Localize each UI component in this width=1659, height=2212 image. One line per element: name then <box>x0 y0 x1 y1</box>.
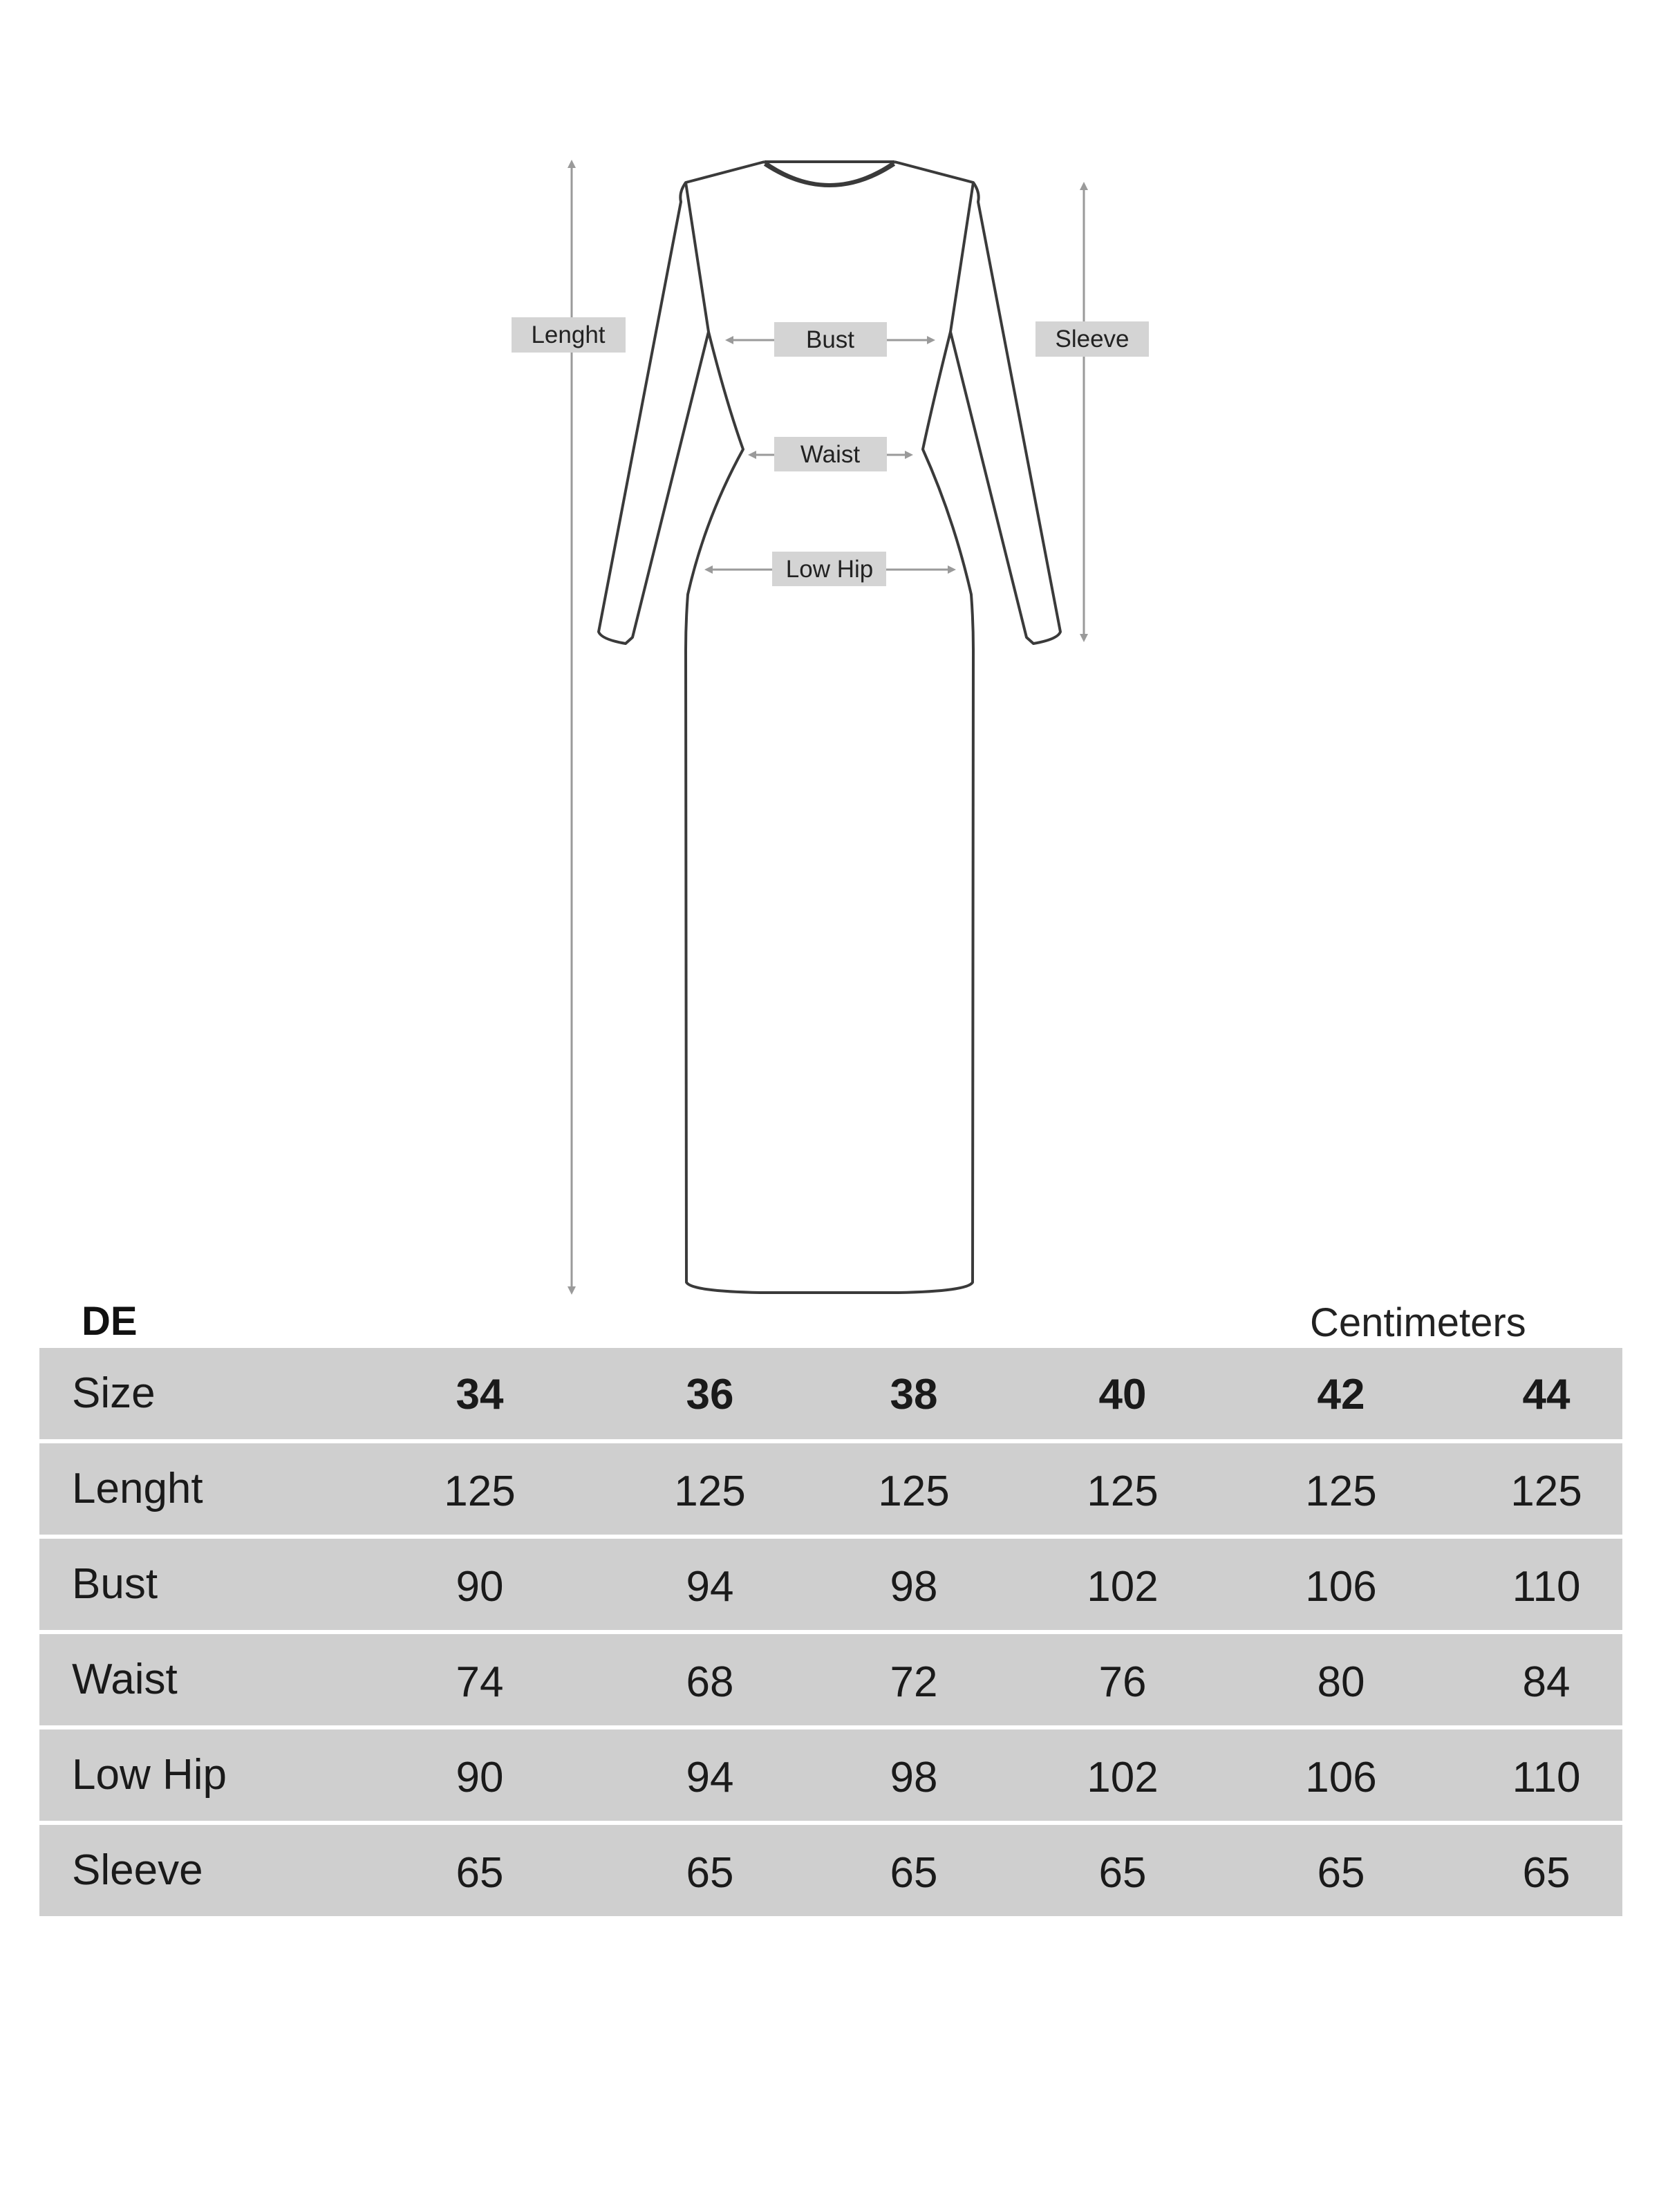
table-cell: 125 <box>1510 1468 1582 1515</box>
bust-label <box>774 322 887 357</box>
table-cell: 90 <box>456 1754 504 1801</box>
svg-text:Bust: Bust <box>805 326 855 353</box>
table-cell: 106 <box>1305 1754 1377 1801</box>
length-label <box>512 317 626 353</box>
table-cell: 76 <box>1098 1658 1147 1706</box>
table-cell: 74 <box>456 1658 504 1706</box>
size-header-cell: 34 <box>456 1371 504 1418</box>
table-row-bust <box>39 1539 1622 1630</box>
row-label: Bust <box>72 1560 158 1608</box>
svg-text:Lenght: Lenght <box>531 321 606 348</box>
table-cell: 125 <box>1087 1468 1159 1515</box>
row-label: Size <box>72 1369 156 1417</box>
table-cell: 65 <box>456 1849 504 1897</box>
waist-label <box>774 437 887 471</box>
table-cell: 84 <box>1522 1658 1571 1706</box>
table-cell: 125 <box>1305 1468 1377 1515</box>
sleeve-label <box>1035 321 1149 357</box>
size-header-cell: 38 <box>890 1371 938 1418</box>
table-cell: 106 <box>1305 1563 1377 1611</box>
table-cell: 98 <box>890 1563 938 1611</box>
row-label: Lenght <box>72 1465 203 1512</box>
table-row-length <box>39 1443 1622 1535</box>
svg-text:Sleeve: Sleeve <box>1055 326 1130 353</box>
table-row-low-hip <box>39 1730 1622 1821</box>
dress-right-sleeve-seam <box>950 182 973 332</box>
row-label: Sleeve <box>72 1846 203 1894</box>
size-header-cell: 40 <box>1098 1371 1147 1418</box>
table-row-size <box>39 1348 1622 1439</box>
table-cell: 65 <box>1522 1849 1571 1897</box>
table-cell: 98 <box>890 1754 938 1801</box>
table-header-row <box>0 1293 1659 1348</box>
size-table <box>39 1348 1622 1916</box>
table-cell: 125 <box>674 1468 746 1515</box>
table-cell: 125 <box>878 1468 950 1515</box>
table-cell: 102 <box>1087 1563 1159 1611</box>
table-cell: 94 <box>686 1563 734 1611</box>
dress-left-sleeve-seam <box>686 182 709 332</box>
table-cell: 65 <box>686 1849 734 1897</box>
table-cell: 65 <box>1317 1849 1365 1897</box>
table-row-waist <box>39 1634 1622 1725</box>
table-cell: 110 <box>1512 1563 1581 1611</box>
table-cell: 68 <box>686 1658 734 1706</box>
table-row-sleeve <box>39 1825 1622 1916</box>
size-header-cell: 36 <box>686 1371 734 1418</box>
svg-text:Low Hip: Low Hip <box>785 556 874 583</box>
unit-label: Centimeters <box>1310 1300 1526 1345</box>
dress-neckline <box>765 165 894 186</box>
table-cell: 72 <box>890 1658 938 1706</box>
table-cell: 102 <box>1087 1754 1159 1801</box>
size-header-cell: 42 <box>1317 1371 1365 1418</box>
table-cell: 125 <box>444 1468 516 1515</box>
table-cell: 65 <box>890 1849 938 1897</box>
row-label: Waist <box>72 1656 178 1703</box>
size-header-cell: 44 <box>1522 1371 1571 1418</box>
table-cell: 94 <box>686 1754 734 1801</box>
row-label: Low Hip <box>72 1751 227 1799</box>
low-hip-label <box>772 552 886 586</box>
svg-text:Waist: Waist <box>800 441 861 468</box>
region-label: DE <box>82 1299 138 1344</box>
table-cell: 80 <box>1317 1658 1365 1706</box>
table-cell: 65 <box>1098 1849 1147 1897</box>
table-cell: 110 <box>1512 1754 1581 1801</box>
table-cell: 90 <box>456 1563 504 1611</box>
